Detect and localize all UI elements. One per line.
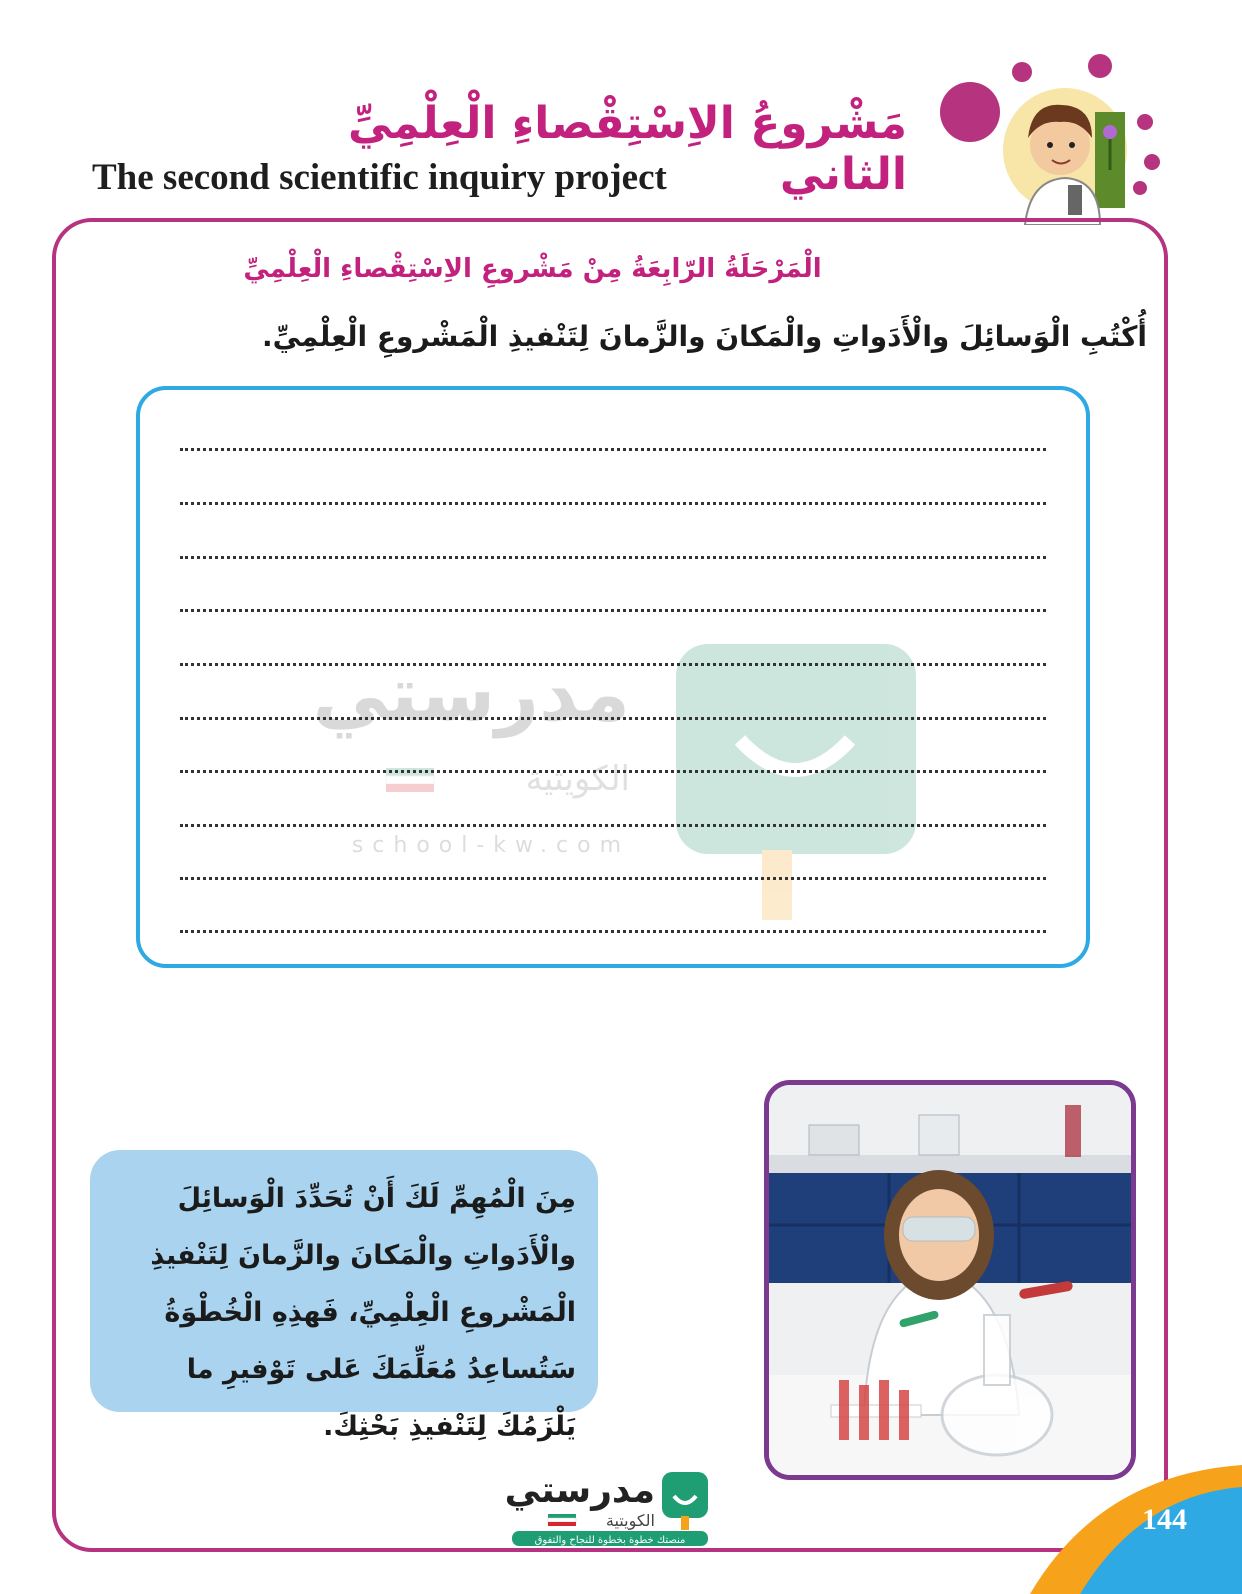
- header-decoration: [940, 50, 1170, 225]
- footer-brand: مدرستي: [504, 1470, 655, 1511]
- footer-logo: [500, 1468, 715, 1548]
- english-title: The second scientific inquiry project: [92, 157, 667, 198]
- scientist-mascot-icon: [1003, 88, 1127, 225]
- answer-line[interactable]: [180, 556, 1046, 559]
- answer-line[interactable]: [180, 663, 1046, 666]
- page-corner: [1000, 1455, 1242, 1594]
- girl-scientist-image: [769, 1085, 1131, 1475]
- answer-line[interactable]: [180, 717, 1046, 720]
- footer-tagline: منصتك خطوة بخطوة للنجاح والتفوق: [534, 1535, 686, 1546]
- watermark-url: school-kw.com: [351, 833, 630, 858]
- lab-photo: [764, 1080, 1136, 1480]
- answer-line[interactable]: [180, 877, 1046, 880]
- decor-dot: [940, 82, 1000, 142]
- note-box: مِنَ الْمُهِمِّ لَكَ أَنْ تُحَدِّدَ الْوَسائِلَ والْأَدَواتِ والْمَكانَ والزَّمانَ لِتَنْفيذِ الْمَشْروعِ الْعِلْمِيِّ، فَهذِهِ الْخُطْوَةُ سَتُساعِدُ مُعَلِّمَكَ عَلى تَوْفيرِ ما يَلْزَمُكَ لِتَنْفيذِ بَحْثِكَ.: [90, 1150, 598, 1412]
- watermark-sub: الكويتية: [525, 759, 630, 799]
- decor-dot: [1144, 154, 1160, 170]
- decor-dot: [1012, 62, 1032, 82]
- answer-line[interactable]: [180, 609, 1046, 612]
- answer-line[interactable]: [180, 448, 1046, 451]
- answer-line[interactable]: [180, 824, 1046, 827]
- watermark-brand: مدرستي: [312, 649, 630, 738]
- stage-heading: الْمَرْحَلَةُ الرّابِعَةُ مِنْ مَشْروعِ الاِسْتِقْصاءِ الْعِلْمِيِّ: [243, 254, 822, 284]
- answer-box: [136, 386, 1090, 968]
- decor-dot: [1137, 114, 1153, 130]
- instruction-text: أُكْتُبِ الْوَسائِلَ والْأَدَواتِ والْمَكانَ والزَّمانَ لِتَنْفيذِ الْمَشْروعِ الْعِلْمِيِّ.: [262, 320, 1147, 353]
- answer-line[interactable]: [180, 930, 1046, 933]
- footer-logo-icon: [662, 1472, 708, 1518]
- arabic-title: مَشْروعُ الاِسْتِقْصاءِ الْعِلْمِيِّ الثاني: [348, 98, 907, 200]
- footer-sub: الكويتية: [605, 1511, 655, 1530]
- answer-line[interactable]: [180, 502, 1046, 505]
- page-number: 144: [1142, 1503, 1187, 1536]
- decor-dot: [1088, 54, 1112, 78]
- decor-dot: [1133, 181, 1147, 195]
- answer-line[interactable]: [180, 770, 1046, 773]
